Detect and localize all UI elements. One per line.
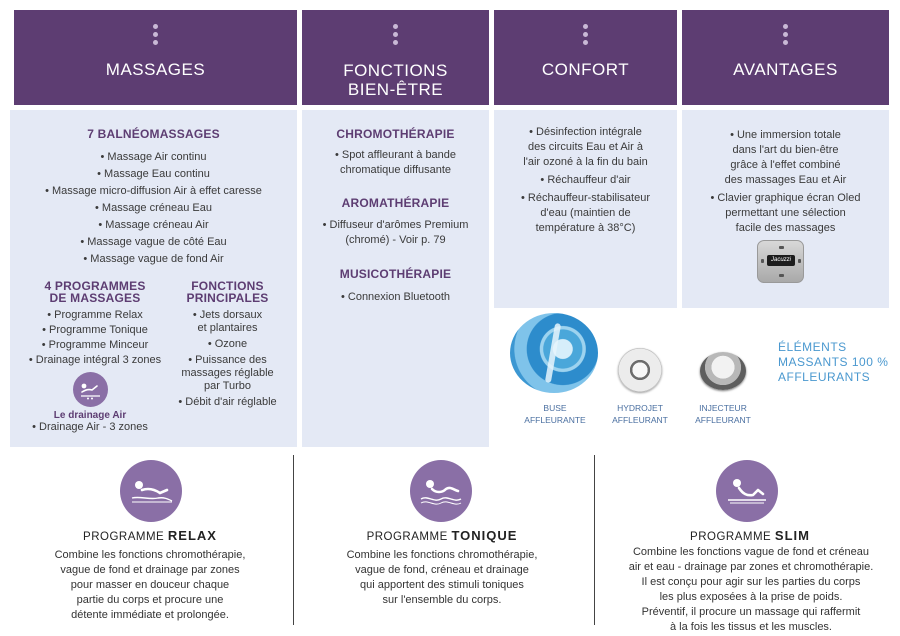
program-prefix: PROGRAMME	[83, 531, 168, 543]
chromo-line2: chromatique diffusante	[339, 164, 452, 176]
desc-line: détente immédiate et prolongée.	[71, 609, 229, 621]
tonique-icon	[410, 460, 472, 522]
drainage-title: Le drainage Air	[53, 410, 127, 421]
program-slim-title	[620, 528, 880, 543]
list-item: • Programme Minceur	[41, 339, 149, 351]
list-item: • Jets dorsaux	[192, 309, 263, 321]
keypad-button-icon	[779, 246, 784, 249]
hydrojet-label-1: HYDROJET	[617, 403, 663, 413]
balneo-list	[10, 149, 297, 268]
relax-icon	[120, 460, 182, 522]
list-item: • Clavier graphique écran Oled	[710, 192, 861, 204]
section-title-aroma: AROMATHÉRAPIE	[341, 196, 450, 210]
drainage-air-icon	[73, 372, 108, 407]
buse-label-2: AFFLEURANTE	[524, 415, 586, 425]
program-prefix: PROGRAMME	[366, 531, 452, 543]
list-item: facile des massages	[735, 222, 836, 234]
dots-icon	[393, 24, 399, 48]
dots-icon	[153, 24, 159, 48]
panel-bienetre	[302, 110, 489, 447]
tagline-line2: MASSANTS 100 %	[778, 355, 889, 369]
functions-title-line1: FONCTIONS	[191, 279, 264, 293]
list-item: grâce à l'effet combiné	[730, 159, 841, 171]
header-avantages	[682, 10, 889, 105]
program-slim-description	[606, 545, 896, 635]
buse-image	[510, 313, 598, 393]
functions-block	[170, 280, 285, 409]
header-title: CONFORT	[541, 60, 630, 79]
desc-line: Combine les fonctions chromothérapie,	[346, 549, 538, 561]
panel-avantages	[682, 110, 889, 308]
program-relax-description	[20, 548, 280, 623]
desc-line: les plus exposées à la prise de poids.	[659, 591, 843, 603]
list-item: • Massage micro-diffusion Air à effet caresse	[45, 185, 262, 197]
hydrojet-image	[618, 348, 662, 392]
chromo-line1: • Spot affleurant à bande	[334, 149, 457, 161]
list-item: d'eau (maintien de	[540, 207, 631, 219]
header-bienetre	[302, 10, 489, 105]
list-item: • Programme Relax	[47, 309, 143, 321]
divider	[594, 455, 595, 625]
desc-line: Préventif, il procure un massage qui raffermit	[641, 606, 861, 618]
keypad-button-icon	[798, 259, 801, 263]
desc-line: Il est conçu pour agir sur les parties du corps	[641, 576, 861, 588]
list-item: des circuits Eau et Air à	[528, 141, 643, 153]
desc-line: à la fois les tissus et les muscles.	[669, 621, 832, 633]
list-item: • Ozone	[207, 338, 248, 350]
list-item: par Turbo	[203, 380, 252, 392]
list-item: température à 38°C)	[535, 222, 636, 234]
keypad-screen: Jacuzzi	[767, 255, 795, 266]
desc-line: air et eau - drainage par zones et chromothérapie.	[628, 561, 874, 573]
keypad-button-icon	[779, 274, 784, 277]
injecteur-label-1: INJECTEUR	[699, 403, 747, 413]
section-title-balneo: 7 BALNÉOMASSAGES	[87, 127, 220, 141]
slim-icon	[716, 460, 778, 522]
avantages-list	[682, 128, 889, 236]
list-item: permettant une sélection	[725, 207, 846, 219]
section-title-music: MUSICOTHÉRAPIE	[339, 267, 452, 281]
aroma-line1: • Diffuseur d'arômes Premium	[322, 219, 469, 231]
list-item: • Débit d'air réglable	[178, 396, 277, 408]
desc-line: pour masser en douceur chaque	[70, 579, 230, 591]
desc-line: Combine les fonctions vague de fond et créneau	[632, 546, 870, 558]
programs-title-line1: 4 PROGRAMMES	[44, 279, 146, 293]
header-massages	[14, 10, 297, 105]
list-item: dans l'art du bien-être	[732, 144, 839, 156]
injecteur-label-2: AFFLEURANT	[695, 415, 751, 425]
confort-list	[494, 125, 677, 236]
dots-icon	[783, 24, 789, 48]
header-title: MASSAGES	[105, 60, 206, 79]
header-title-line1: FONCTIONS	[343, 61, 448, 80]
list-item: • Massage Eau continu	[97, 168, 210, 180]
header-title: AVANTAGES	[733, 60, 838, 79]
hydrojet-label-2: AFFLEURANT	[612, 415, 668, 425]
list-item: • Puissance des	[188, 354, 267, 366]
program-prefix: PROGRAMME	[690, 531, 775, 543]
tagline-line1: ÉLÉMENTS	[778, 340, 847, 354]
list-item: • Une immersion totale	[730, 129, 841, 141]
programs-block	[20, 280, 170, 368]
desc-line: sur l'ensemble du corps.	[382, 594, 502, 606]
program-relax-title	[20, 528, 280, 543]
header-title-line2: BIEN-ÊTRE	[347, 80, 444, 99]
list-item: • Massage vague de fond Air	[83, 253, 224, 265]
program-name: TONIQUE	[451, 528, 518, 543]
functions-title-line2: PRINCIPALES	[186, 291, 269, 305]
section-title-chromo: CHROMOTHÉRAPIE	[336, 127, 455, 141]
list-item: • Réchauffeur-stabilisateur	[521, 192, 650, 204]
program-tonique-title	[312, 528, 572, 543]
desc-line: vague de fond, créneau et drainage	[355, 564, 529, 576]
desc-line: Combine les fonctions chromothérapie,	[54, 549, 246, 561]
program-name: RELAX	[167, 528, 217, 543]
list-item: • Réchauffeur d'air	[540, 174, 631, 186]
panel-confort	[494, 110, 677, 308]
header-confort	[494, 10, 677, 105]
aroma-line2: (chromé) - Voir p. 79	[345, 234, 446, 246]
list-item: • Programme Tonique	[42, 324, 148, 336]
list-item: des massages Eau et Air	[724, 174, 847, 186]
desc-line: vague de fond et drainage par zones	[60, 564, 240, 576]
desc-line: partie du corps et procure une	[76, 594, 224, 606]
list-item: • Drainage intégral 3 zones	[28, 354, 162, 366]
list-item: • Massage créneau Air	[98, 219, 209, 231]
divider	[293, 455, 294, 625]
list-item: massages réglable	[181, 367, 274, 379]
keypad-image	[757, 240, 804, 283]
list-item: • Drainage Air - 3 zones	[32, 421, 148, 433]
list-item: et plantaires	[197, 322, 258, 334]
buse-label-1: BUSE	[543, 403, 567, 413]
elements-tagline	[778, 340, 896, 385]
panel-massages	[10, 110, 297, 447]
list-item: • Massage Air continu	[100, 151, 207, 163]
list-item: l'air ozoné à la fin du bain	[523, 156, 648, 168]
list-item: • Massage créneau Eau	[95, 202, 212, 214]
program-tonique-description	[312, 548, 572, 608]
injecteur-image	[700, 352, 746, 390]
keypad-button-icon	[761, 259, 764, 263]
programs-title-line2: DE MASSAGES	[49, 291, 141, 305]
program-name: SLIM	[774, 528, 810, 543]
list-item: • Désinfection intégrale	[529, 126, 642, 138]
tagline-line3: AFFLEURANTS	[778, 370, 871, 384]
dots-icon	[583, 24, 589, 48]
list-item: • Massage vague de côté Eau	[80, 236, 227, 248]
music-line1: • Connexion Bluetooth	[340, 291, 451, 303]
desc-line: qui apportent des stimuli toniques	[360, 579, 524, 591]
